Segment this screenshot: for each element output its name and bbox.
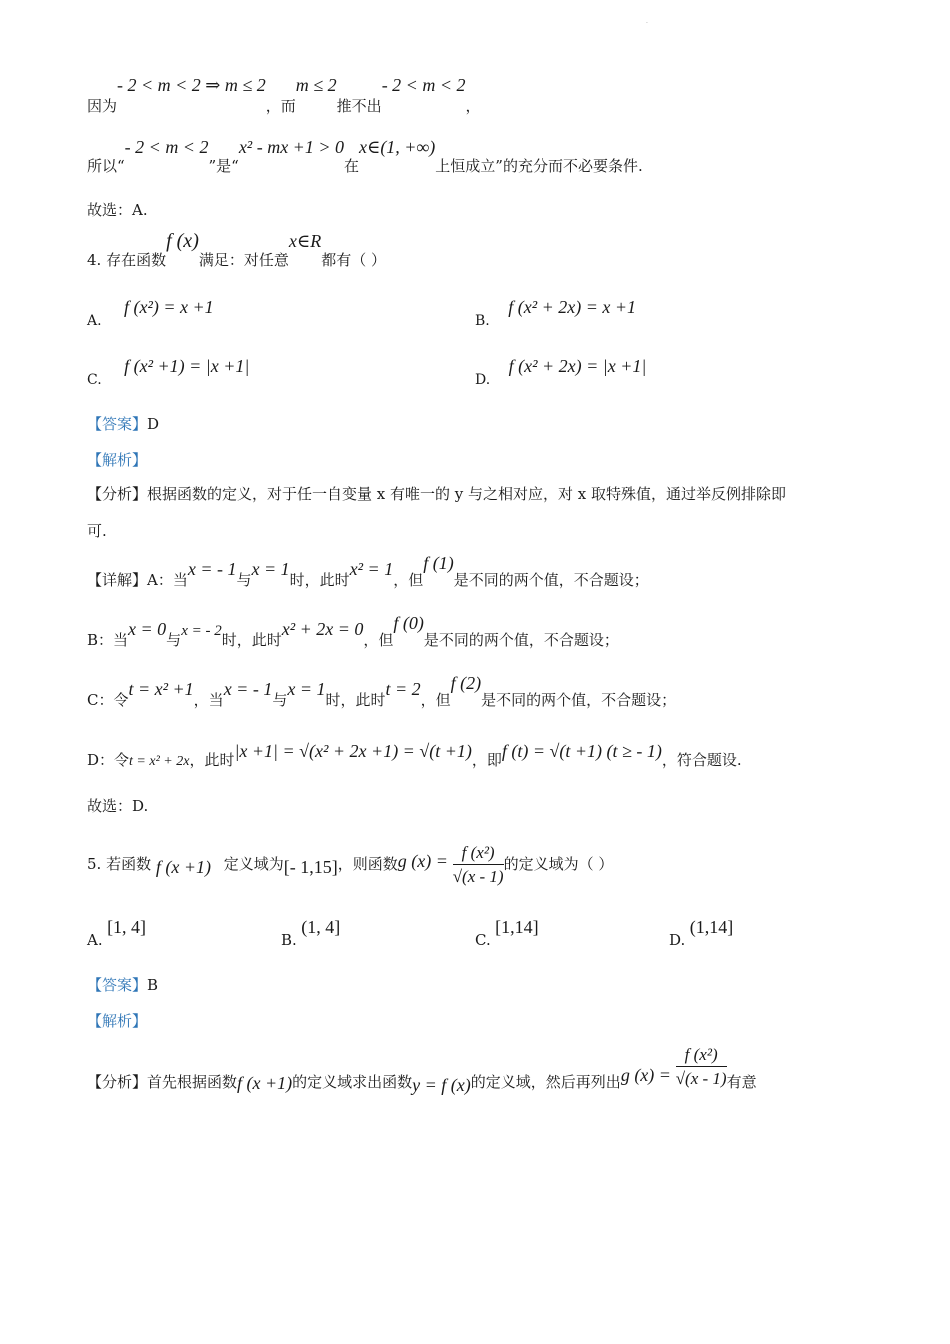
detail-tag: 【详解】 <box>87 571 148 589</box>
text: 与 <box>166 631 182 649</box>
q5-option-d[interactable] <box>669 917 734 952</box>
text: 与 <box>272 691 288 709</box>
analysis-tag: 【解析】 <box>87 1012 148 1030</box>
text: 在 <box>343 157 359 175</box>
math: x² = 1 <box>349 559 394 579</box>
math: t = x² + 2x <box>129 754 190 769</box>
math: x = - 2 <box>181 623 222 639</box>
text: 因为 <box>87 97 118 115</box>
q4-option-c[interactable] <box>87 356 250 391</box>
math: x = 0 <box>128 619 167 639</box>
q5-stem <box>87 842 613 889</box>
text: 是不同的两个值，不合题设； <box>423 631 619 649</box>
text: ，此时 <box>189 751 235 769</box>
option-letter: D. <box>475 372 491 388</box>
text: 的定义域为（ ） <box>503 855 614 873</box>
text: C：令 <box>87 691 129 709</box>
fraction-numerator: f (x²) <box>676 1044 727 1067</box>
text: 推不出 <box>336 97 382 115</box>
math: g (x) = <box>620 1065 671 1085</box>
text: ，则函数 <box>337 855 398 873</box>
q4-detail-c <box>87 673 677 709</box>
fenxi-tag: 【分析】 <box>87 485 148 503</box>
q4-fenxi-line-2: 可. <box>87 522 107 540</box>
q5-option-c[interactable] <box>475 917 539 952</box>
q5-fenxi-line-1 <box>87 1044 757 1095</box>
math: f (2) <box>450 673 482 693</box>
math: f (x +1) <box>155 857 211 877</box>
answer-tag: 【答案】 <box>87 976 148 994</box>
corner-dot: . <box>646 18 648 25</box>
option-letter: D. <box>669 931 686 949</box>
option-expr: f (x²) = x +1 <box>124 297 214 317</box>
text: 时，此时 <box>221 631 282 649</box>
text: 定义域为 <box>223 855 284 873</box>
option-expr: f (x² + 2x) = x +1 <box>508 297 636 317</box>
prev-line-1 <box>87 75 481 115</box>
text: 所以“ <box>87 157 125 175</box>
q4-stem <box>87 230 386 269</box>
text: 的定义域求出函数 <box>292 1073 413 1091</box>
text: 是不同的两个值，不合题设； <box>453 571 649 589</box>
option-expr: f (x² + 2x) = |x +1| <box>508 356 647 376</box>
answer-value: D <box>147 415 160 433</box>
q4-option-a[interactable] <box>87 297 214 332</box>
q4-option-b[interactable] <box>475 297 636 332</box>
option-letter: C. <box>87 372 102 388</box>
text: 时，此时 <box>289 571 350 589</box>
q5-option-a[interactable] <box>87 917 147 952</box>
math: f (0) <box>393 613 424 633</box>
text: 与 <box>236 571 252 589</box>
text: 满足：对任意 <box>198 251 289 269</box>
fraction-numerator: f (x²) <box>453 842 504 865</box>
prev-conclusion: 故选：A. <box>87 201 148 219</box>
text: 有意 <box>726 1073 757 1091</box>
q4-detail-b <box>87 613 619 649</box>
math: f (t) = √(t +1) (t ≥ - 1) <box>501 741 662 761</box>
q4-answer <box>87 413 159 435</box>
text: 的定义域，然后再列出 <box>470 1073 621 1091</box>
math: x = - 1 <box>187 559 237 579</box>
option-letter: B. <box>475 313 490 329</box>
option-letter: B. <box>281 931 297 949</box>
answer-tag: 【答案】 <box>87 415 148 433</box>
option-expr: [1,14] <box>495 917 539 937</box>
text: 时，此时 <box>325 691 386 709</box>
fraction-denominator: √(x - 1) <box>675 1069 727 1088</box>
text: ，而 <box>265 97 296 115</box>
option-expr: (1, 4] <box>301 917 341 937</box>
text: B：当 <box>87 631 129 649</box>
option-letter: A. <box>87 313 102 329</box>
math: [- 1,15] <box>283 857 338 877</box>
option-expr: f (x² +1) = |x +1| <box>124 356 250 376</box>
answer-value: B <box>147 976 159 994</box>
math: x∈R <box>288 231 322 251</box>
math: - 2 < m < 2 <box>381 75 466 95</box>
fenxi-text: 根据函数的定义，对于任一自变量 x 有唯一的 y 与之相对应，对 x 取特殊值，通过举反例排除即 <box>147 485 787 503</box>
math: y = f (x) <box>412 1075 471 1095</box>
text: 是不同的两个值，不合题设； <box>481 691 677 709</box>
option-letter: A. <box>87 931 103 949</box>
math: x = 1 <box>251 559 290 579</box>
q5-analysis-heading <box>87 1010 147 1032</box>
fenxi-tag: 【分析】 <box>87 1073 148 1091</box>
fraction <box>676 1044 727 1091</box>
q4-conclusion: 故选：D. <box>87 797 149 815</box>
math: g (x) = <box>397 851 448 871</box>
text: A：当 <box>147 571 188 589</box>
math: x∈(1, +∞) <box>359 137 436 157</box>
text: ，但 <box>363 631 394 649</box>
q4-detail-d <box>87 742 742 767</box>
text: D：令 <box>87 751 130 769</box>
text: 都有（ ） <box>321 251 386 269</box>
text: ，符合题设. <box>661 751 742 769</box>
math: f (1) <box>423 553 454 573</box>
math: x = 1 <box>287 679 326 699</box>
fraction-denominator: √(x - 1) <box>452 867 504 886</box>
math: f (x +1) <box>237 1073 293 1093</box>
text: 上恒成立”的充分而不必要条件. <box>435 157 643 175</box>
text: 4. 存在函数 <box>87 251 167 269</box>
analysis-tag: 【解析】 <box>87 451 148 469</box>
text: ， <box>465 97 481 115</box>
option-expr: [1, 4] <box>107 917 147 937</box>
text: ，但 <box>393 571 424 589</box>
text: ，当 <box>193 691 224 709</box>
text: ”是“ <box>208 157 239 175</box>
math: x = - 1 <box>223 679 273 699</box>
fraction <box>453 842 504 889</box>
text: 5. 若函数 <box>87 855 152 873</box>
math: - 2 < m < 2 ⇒ m ≤ 2 <box>117 75 266 95</box>
text: 首先根据函数 <box>147 1073 238 1091</box>
q4-option-d[interactable] <box>475 356 647 391</box>
q5-answer <box>87 974 158 996</box>
q4-detail-a <box>87 553 649 589</box>
math: m ≤ 2 <box>295 75 337 95</box>
q4-fenxi-line-1 <box>87 483 786 505</box>
math: - 2 < m < 2 <box>124 137 209 157</box>
q4-analysis-heading <box>87 449 147 471</box>
math: x² + 2x = 0 <box>281 619 364 639</box>
math: x² - mx +1 > 0 <box>238 137 344 157</box>
math: t = x² +1 <box>128 679 194 699</box>
option-expr: (1,14] <box>689 917 734 937</box>
text: ，即 <box>471 751 502 769</box>
math: |x +1| = √(x² + 2x +1) = √(t +1) <box>234 741 472 761</box>
prev-line-2 <box>87 137 643 175</box>
option-letter: C. <box>475 931 491 949</box>
text: ，但 <box>420 691 451 709</box>
q5-option-b[interactable] <box>281 917 341 952</box>
math: f (x) <box>166 230 199 252</box>
math: t = 2 <box>385 679 421 699</box>
